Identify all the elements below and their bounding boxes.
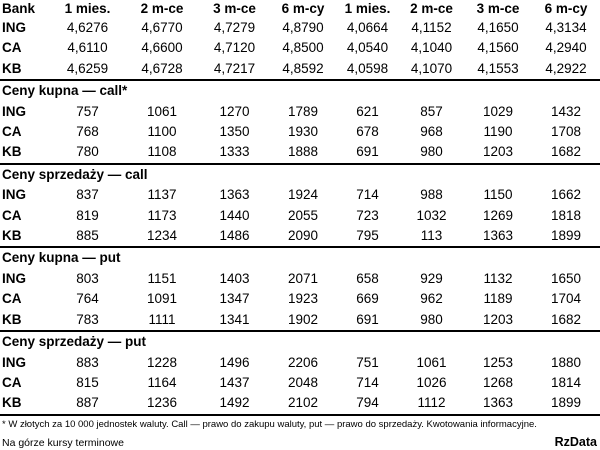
value-cell: 1061 <box>416 354 447 370</box>
value-cell: 4,0664 <box>346 20 389 35</box>
bank-name: ING <box>2 103 27 119</box>
section-row <box>0 80 600 101</box>
value-cell: 1270 <box>219 103 250 119</box>
bottom-caption: Na górze kursy terminowe <box>2 436 124 449</box>
table-row <box>0 310 600 331</box>
value-cell: 1682 <box>550 311 582 327</box>
value-cell: 1100 <box>147 124 177 140</box>
value-cell: 4,1070 <box>410 60 453 76</box>
bank-name: ING <box>2 187 27 203</box>
value-cell: 1923 <box>287 291 319 307</box>
bank-name: KB <box>2 60 22 76</box>
bank-name: CA <box>2 207 22 223</box>
column-header-bank: Bank <box>2 1 36 16</box>
value-cell: 669 <box>356 291 379 307</box>
value-cell: 1032 <box>416 207 447 223</box>
value-cell: 1899 <box>550 228 582 244</box>
footer <box>0 414 600 431</box>
value-cell: 819 <box>76 207 99 223</box>
column-header: 1 mies. <box>344 1 391 16</box>
value-cell: 4,8500 <box>282 40 324 56</box>
value-cell: 1930 <box>287 124 319 140</box>
value-cell: 857 <box>420 103 443 119</box>
value-cell: 1108 <box>147 144 177 160</box>
value-cell: 1682 <box>550 144 582 160</box>
value-cell: 1029 <box>482 103 514 119</box>
value-cell: 1708 <box>550 124 582 140</box>
value-cell: 4,1650 <box>477 20 519 35</box>
value-cell: 2090 <box>287 228 319 244</box>
value-cell: 780 <box>76 144 99 160</box>
value-cell: 113 <box>420 228 443 244</box>
table-row <box>0 373 600 393</box>
value-cell: 1486 <box>219 228 250 244</box>
value-cell: 4,6276 <box>66 20 109 35</box>
rates-table-body <box>0 18 600 414</box>
value-cell: 1111 <box>148 311 176 327</box>
value-cell: 1662 <box>550 187 582 203</box>
value-cell: 1899 <box>550 395 582 411</box>
column-header: 2 m-ce <box>410 1 453 16</box>
brand-logo: RzData <box>554 434 597 449</box>
column-header: 6 m-cy <box>281 1 325 16</box>
value-cell: 1492 <box>219 395 250 411</box>
value-cell: 783 <box>76 311 99 327</box>
table-row <box>0 226 600 247</box>
value-cell: 1173 <box>147 207 177 223</box>
section-row <box>0 164 600 185</box>
value-cell: 4,7279 <box>213 20 256 35</box>
value-cell: 1432 <box>550 103 582 119</box>
value-cell: 1236 <box>146 395 178 411</box>
value-cell: 1440 <box>219 207 250 223</box>
column-header: 3 m-ce <box>476 1 520 16</box>
table-row <box>0 142 600 163</box>
value-cell: 1789 <box>287 103 319 119</box>
value-cell: 691 <box>356 311 379 327</box>
value-cell: 1203 <box>482 144 514 160</box>
value-cell: 968 <box>420 124 443 140</box>
value-cell: 1888 <box>287 144 319 160</box>
value-cell: 621 <box>356 103 379 119</box>
table-row <box>0 289 600 309</box>
column-header: 6 m-cy <box>544 1 588 16</box>
value-cell: 4,2922 <box>545 60 587 76</box>
value-cell: 714 <box>356 187 379 203</box>
value-cell: 1137 <box>147 187 177 203</box>
value-cell: 980 <box>420 144 443 160</box>
value-cell: 1496 <box>219 354 250 370</box>
value-cell: 4,8592 <box>282 60 324 76</box>
table-row <box>0 38 600 58</box>
value-cell: 803 <box>76 270 99 286</box>
value-cell: 1437 <box>219 374 250 390</box>
value-cell: 2206 <box>287 354 319 370</box>
value-cell: 4,0540 <box>346 40 389 56</box>
value-cell: 2055 <box>287 207 319 223</box>
value-cell: 768 <box>76 124 99 140</box>
bank-name: KB <box>2 228 22 244</box>
value-cell: 4,0598 <box>346 60 389 76</box>
value-cell: 4,2940 <box>545 40 587 56</box>
value-cell: 2102 <box>287 395 319 411</box>
value-cell: 1164 <box>147 374 177 390</box>
value-cell: 2048 <box>287 374 319 390</box>
value-cell: 4,3134 <box>545 20 587 35</box>
table-row <box>0 269 600 289</box>
value-cell: 1269 <box>482 207 514 223</box>
value-cell: 1268 <box>482 374 514 390</box>
value-cell: 4,6770 <box>141 20 183 35</box>
table-row <box>0 353 600 373</box>
value-cell: 1704 <box>550 291 582 307</box>
value-cell: 751 <box>356 354 379 370</box>
value-cell: 714 <box>356 374 379 390</box>
column-header: 1 mies. <box>64 1 111 16</box>
value-cell: 4,1553 <box>477 60 519 76</box>
value-cell: 4,1560 <box>477 40 519 56</box>
bank-name: KB <box>2 144 22 160</box>
value-cell: 1924 <box>287 187 319 203</box>
bank-name: CA <box>2 374 22 390</box>
table-row <box>0 185 600 205</box>
value-cell: 757 <box>76 103 99 119</box>
value-cell: 1061 <box>146 103 178 119</box>
value-cell: 1341 <box>219 311 250 327</box>
value-cell: 1112 <box>417 395 446 411</box>
value-cell: 4,6728 <box>141 60 183 76</box>
bank-name: CA <box>2 40 22 56</box>
value-cell: 837 <box>76 187 99 203</box>
value-cell: 1650 <box>550 270 582 286</box>
header-row <box>0 0 600 18</box>
value-cell: 4,6110 <box>67 40 108 56</box>
value-cell: 1234 <box>146 228 178 244</box>
value-cell: 2071 <box>287 270 319 286</box>
value-cell: 794 <box>356 395 379 411</box>
value-cell: 4,1040 <box>410 40 453 56</box>
value-cell: 4,7120 <box>213 40 256 56</box>
table-row <box>0 59 600 80</box>
value-cell: 1403 <box>219 270 250 286</box>
value-cell: 887 <box>76 395 99 411</box>
value-cell: 1818 <box>550 207 582 223</box>
value-cell: 678 <box>356 124 379 140</box>
value-cell: 1190 <box>483 124 513 140</box>
caption-row <box>0 431 600 449</box>
value-cell: 1091 <box>146 291 178 307</box>
bank-name: CA <box>2 124 22 140</box>
value-cell: 4,7217 <box>213 60 256 76</box>
bank-name: ING <box>2 270 27 286</box>
table-row <box>0 393 600 413</box>
value-cell: 1253 <box>482 354 514 370</box>
section-title: Ceny kupna — call* <box>0 80 600 101</box>
value-cell: 929 <box>420 270 443 286</box>
value-cell: 1363 <box>219 187 250 203</box>
value-cell: 4,6600 <box>141 40 183 56</box>
column-header: 3 m-ce <box>213 1 256 16</box>
value-cell: 988 <box>420 187 443 203</box>
footnote-text: * W złotych za 10 000 jednostek waluty. Call — prawo do zakupu waluty, put — prawo do sprzedaży. Kwotowania informacyjne. <box>2 418 537 430</box>
value-cell: 962 <box>420 291 443 307</box>
value-cell: 4,1152 <box>411 20 452 35</box>
value-cell: 1151 <box>147 270 177 286</box>
section-row <box>0 331 600 352</box>
bank-name: CA <box>2 291 22 307</box>
value-cell: 980 <box>420 311 443 327</box>
value-cell: 1880 <box>550 354 582 370</box>
value-cell: 883 <box>76 354 99 370</box>
section-title: Ceny kupna — put <box>0 247 600 268</box>
value-cell: 1189 <box>483 291 513 307</box>
value-cell: 1228 <box>146 354 178 370</box>
section-row <box>0 247 600 268</box>
section-title: Ceny sprzedaży — put <box>0 331 600 352</box>
section-title: Ceny sprzedaży — call <box>0 164 600 185</box>
value-cell: 885 <box>76 228 99 244</box>
value-cell: 1363 <box>482 228 514 244</box>
value-cell: 1347 <box>219 291 250 307</box>
value-cell: 1333 <box>219 144 250 160</box>
table-row <box>0 18 600 38</box>
value-cell: 1902 <box>287 311 319 327</box>
value-cell: 1026 <box>416 374 447 390</box>
bank-name: KB <box>2 311 22 327</box>
bank-name: ING <box>2 354 27 370</box>
value-cell: 691 <box>356 144 379 160</box>
value-cell: 1150 <box>483 187 513 203</box>
value-cell: 1203 <box>482 311 514 327</box>
table-row <box>0 102 600 122</box>
table-row <box>0 206 600 226</box>
value-cell: 1350 <box>219 124 250 140</box>
bank-name: KB <box>2 395 22 411</box>
value-cell: 1814 <box>550 374 582 390</box>
value-cell: 795 <box>356 228 379 244</box>
value-cell: 4,6259 <box>66 60 109 76</box>
bank-name: ING <box>2 20 27 35</box>
table-row <box>0 122 600 142</box>
value-cell: 4,8790 <box>282 20 324 35</box>
value-cell: 1132 <box>483 270 513 286</box>
value-cell: 658 <box>356 270 379 286</box>
value-cell: 815 <box>76 374 99 390</box>
value-cell: 1363 <box>482 395 514 411</box>
value-cell: 764 <box>76 291 99 307</box>
column-header: 2 m-ce <box>140 1 184 16</box>
value-cell: 723 <box>356 207 379 223</box>
